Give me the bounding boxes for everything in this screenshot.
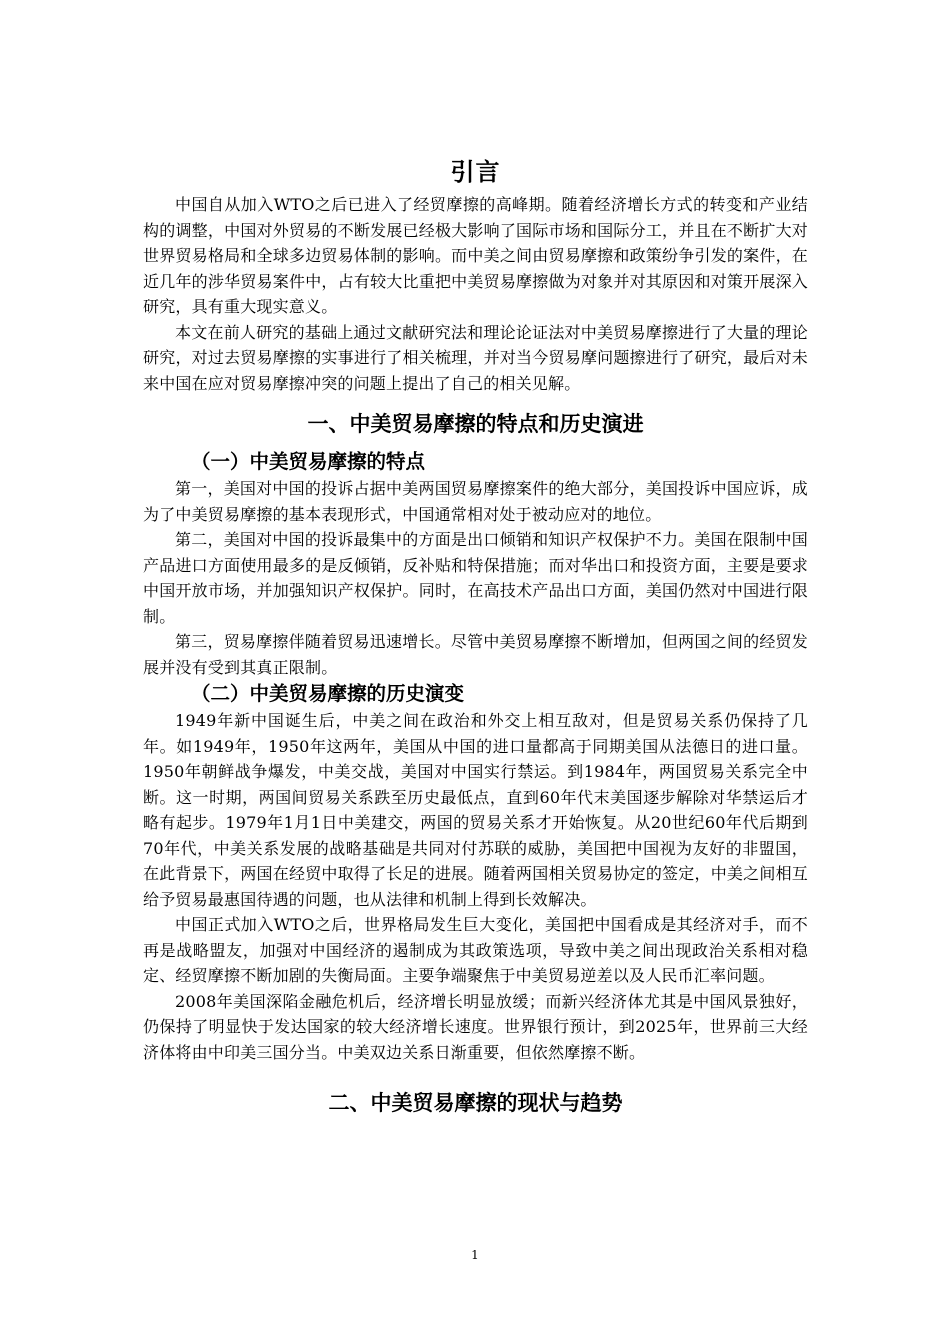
subsection-2-heading: （二）中美贸易摩擦的历史演变 [191,682,465,705]
subsection-1-heading: （一）中美贸易摩擦的特点 [191,450,426,473]
page-number: 1 [471,1248,479,1262]
subsection-2-paragraph-1: 1949年新中国诞生后，中美之间在政治和外交上相互敌对，但是贸易关系仍保持了几年。如1949年，1950年这两年，美国从中国的进口量都高于同期美国从法德日的进口量。1950年朝鲜战争爆发，中美交战，美国对中国实行禁运。到1984年，两国贸易关系完全中断。这一时期，两国间贸易关系跌至历史最低点，直到60年代末美国逐步解除对华禁运后才略有起步。1979年1月1日中美建交，两国的贸易关系才开始恢复。从20世纪60年代后期到70年代，中美关系发展的战略基础是共同对付苏联的威胁，美国把中国视为友好的非盟国，在此背景下，两国在经贸中取得了长足的进展。随着两国相关贸易协定的签定，中美之间相互给予贸易最惠国待遇的问题，也从法律和机制上得到长效解决。 [143,711,808,909]
subsection-1-paragraph-3: 第三，贸易摩擦伴随着贸易迅速增长。尽管中美贸易摩擦不断增加，但两国之间的经贸发展并没有受到其真正限制。 [143,632,808,677]
intro-paragraph-2: 本文在前人研究的基础上通过文献研究法和理论论证法对中美贸易摩擦进行了大量的理论研究，对过去贸易摩擦的实事进行了相关梳理，并对当今贸易摩问题擦进行了研究，最后对未来中国在应对贸易摩擦冲突的问题上提出了自己的相关见解。 [143,322,808,393]
subsection-2-paragraph-3: 2008年美国深陷金融危机后，经济增长明显放缓；而新兴经济体尤其是中国风景独好，仍保持了明显快于发达国家的较大经济增长速度。世界银行预计，到2025年，世界前三大经济体将由中印美三国分当。中美双边关系日渐重要，但依然摩擦不断。 [143,991,808,1062]
section-1-heading: 一、中美贸易摩擦的特点和历史演进 [307,411,644,436]
subsection-1-paragraph-2: 第二，美国对中国的投诉最集中的方面是出口倾销和知识产权保护不力。美国在限制中国产品进口方面使用最多的是反倾销，反补贴和特保措施；而对华出口和投资方面，主要是要求中国开放市场，并加强知识产权保护。同时，在高技术产品出口方面，美国仍然对中国进行限制。 [143,530,808,626]
subsection-2-paragraph-2: 中国正式加入WTO之后，世界格局发生巨大变化，美国把中国看成是其经济对手，而不再是战略盟友，加强对中国经济的遏制成为其政策选项，导致中美之间出现政治关系相对稳定、经贸摩擦不断加剧的失衡局面。主要争端聚焦于中美贸易逆差以及人民币汇率问题。 [143,915,808,985]
section-2-heading: 二、中美贸易摩擦的现状与趋势 [328,1090,623,1115]
document-body [143,152,808,1127]
subsection-1-paragraph-1: 第一，美国对中国的投诉占据中美两国贸易摩擦案件的绝大部分，美国投诉中国应诉，成为了中美贸易摩擦的基本表现形式，中国通常相对处于被动应对的地位。 [143,479,808,524]
page-title: 引言 [450,157,501,186]
intro-paragraph-1: 中国自从加入WTO之后已进入了经贸摩擦的高峰期。随着经济增长方式的转变和产业结构的调整，中国对外贸易的不断发展已经极大影响了国际市场和国际分工，并且在不断扩大对世界贸易格局和全球多边贸易体制的影响。而中美之间由贸易摩擦和政策纷争引发的案件，在近几年的涉华贸易案件中，占有较大比重把中美贸易摩擦做为对象并对其原因和对策开展深入研究，具有重大现实意义。 [143,195,808,316]
